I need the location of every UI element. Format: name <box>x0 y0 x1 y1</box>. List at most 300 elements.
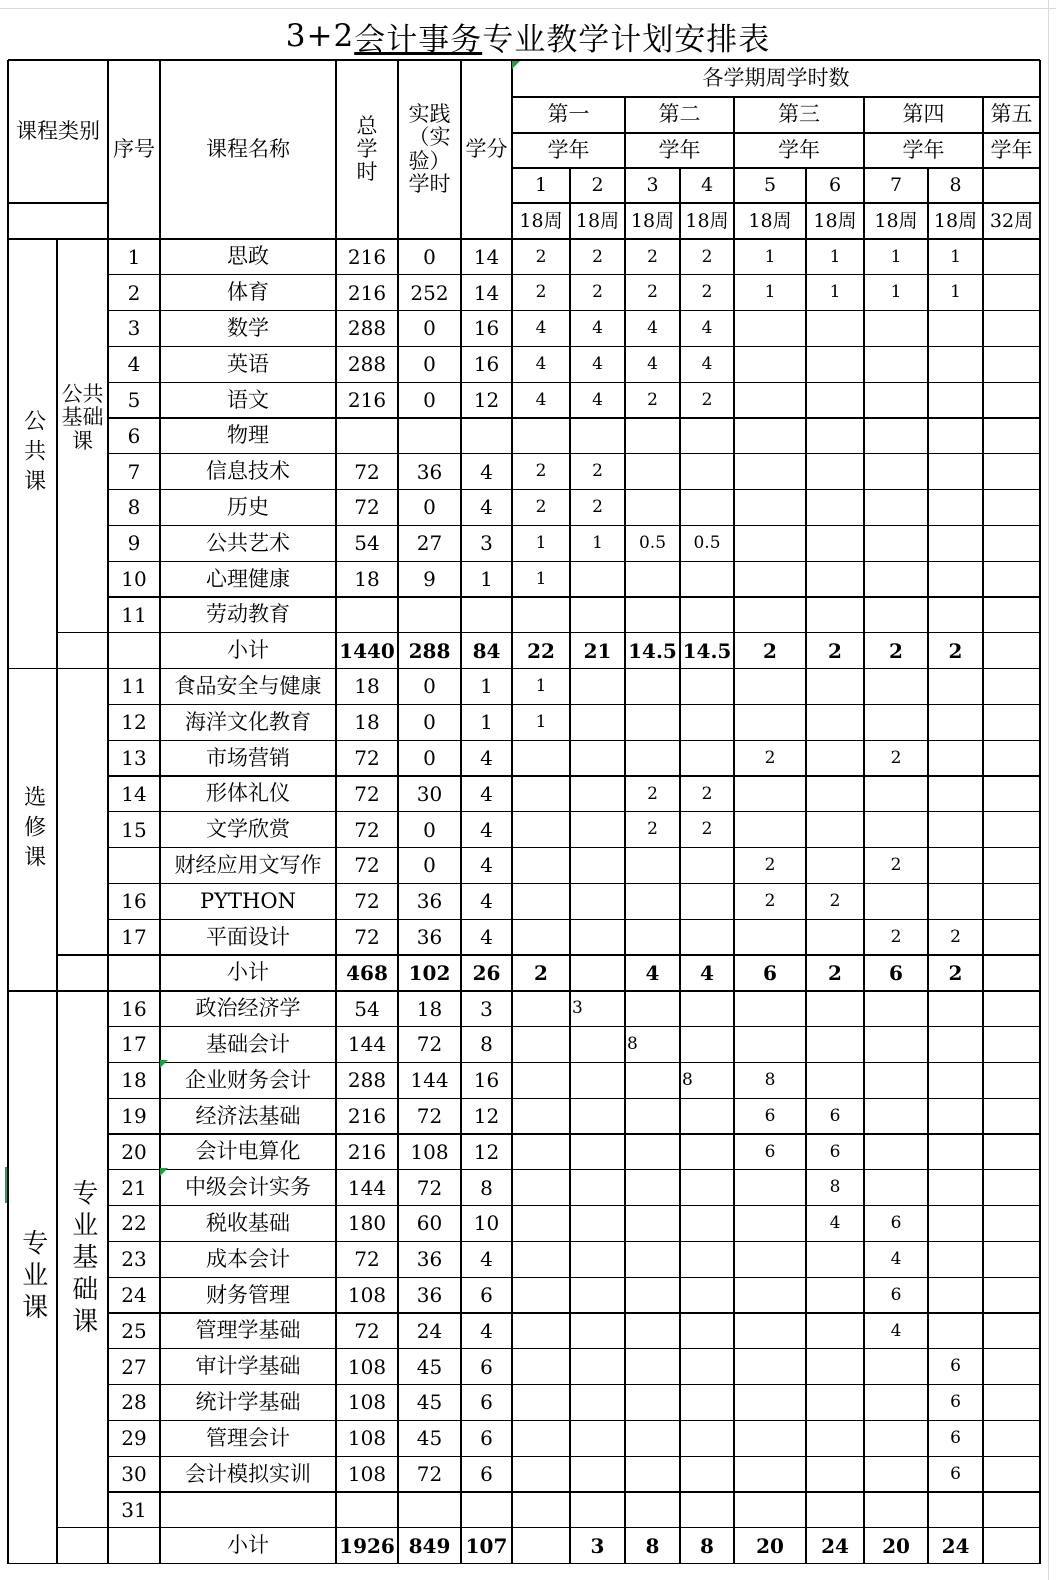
row-term-hours <box>864 490 928 526</box>
row-term-hours <box>625 883 680 919</box>
grid-line <box>108 1026 1040 1027</box>
row-course-name: 文学欣赏 <box>206 817 290 842</box>
row-term-hours <box>864 1492 928 1528</box>
row-credits <box>461 418 512 454</box>
grid-line <box>108 346 1040 347</box>
row-term-hours <box>570 776 625 812</box>
row-term-hours <box>680 704 734 740</box>
row-course-name: 英语 <box>227 351 269 376</box>
row-term-hours <box>983 883 1040 919</box>
row-credits: 4 <box>480 781 493 806</box>
row-term-hours <box>625 1098 680 1134</box>
row-term-hours <box>983 1528 1040 1564</box>
row-term-hours: 2 <box>890 747 902 768</box>
row-term-hours <box>512 776 570 812</box>
row-credits: 8 <box>480 1032 493 1057</box>
row-credits: 14 <box>473 280 500 305</box>
grid-line <box>108 1098 1040 1099</box>
row-practice-hours: 0 <box>423 352 436 377</box>
row-practice-hours: 72 <box>416 1032 443 1057</box>
row-term-hours <box>512 740 570 776</box>
row-term-hours <box>983 239 1040 275</box>
row-term-hours: 24 <box>821 1533 849 1558</box>
row-term-hours <box>734 382 806 418</box>
grid-line <box>108 1527 1040 1528</box>
row-term-hours <box>570 1456 625 1492</box>
comment-indicator-icon <box>512 61 520 69</box>
title-underlined: 会计事务 <box>354 21 483 58</box>
row-term-hours <box>928 1313 983 1349</box>
row-total-hours: 108 <box>347 1354 387 1379</box>
row-total-hours <box>336 1492 398 1528</box>
header-weekly: 各学期周学时数 <box>702 65 850 90</box>
row-course-name: 形体礼仪 <box>206 781 290 806</box>
term-number: 2 <box>591 174 604 197</box>
row-credits: 26 <box>472 960 501 985</box>
row-term-hours <box>806 1062 864 1098</box>
row-term-hours <box>512 1492 570 1528</box>
row-term-hours: 8 <box>682 1069 693 1090</box>
row-practice-hours: 288 <box>408 638 451 663</box>
comment-indicator-icon <box>160 1168 168 1176</box>
row-term-hours <box>983 275 1040 311</box>
row-term-hours: 2 <box>647 783 658 804</box>
row-total-hours: 144 <box>347 1032 387 1057</box>
row-term-hours: 3 <box>590 1533 605 1558</box>
row-credits: 3 <box>480 996 493 1021</box>
row-term-hours: 2 <box>592 497 603 518</box>
row-term-hours <box>680 1456 734 1492</box>
row-seq: 7 <box>127 459 141 484</box>
row-term-hours: 2 <box>890 926 902 947</box>
row-course-name: 市场营销 <box>206 745 290 770</box>
grid-line <box>569 168 570 1564</box>
grid-line <box>108 596 1040 597</box>
row-seq: 23 <box>121 1247 147 1272</box>
row-credits: 6 <box>480 1426 493 1451</box>
row-seq: 17 <box>121 1032 147 1057</box>
row-term-hours <box>928 1098 983 1134</box>
grid-line <box>679 168 680 1564</box>
row-term-hours <box>734 1170 806 1206</box>
row-term-hours <box>680 1098 734 1134</box>
row-term-hours: 1 <box>890 282 902 303</box>
row-term-hours <box>806 919 864 955</box>
comment-indicator-icon <box>160 1060 168 1068</box>
row-course-name: 中级会计实务 <box>185 1175 311 1200</box>
row-course-name: 劳动教育 <box>206 602 290 627</box>
row-term-hours <box>570 848 625 884</box>
row-term-hours <box>734 1420 806 1456</box>
grid-line <box>108 1277 1040 1278</box>
row-course-name: 平面设计 <box>206 924 290 949</box>
row-course-name: 物理 <box>227 423 269 448</box>
row-term-hours <box>734 418 806 454</box>
row-term-hours: 2 <box>535 497 547 518</box>
row-term-hours <box>806 1349 864 1385</box>
row-term-hours <box>734 1277 806 1313</box>
row-term-hours: 6 <box>763 960 777 985</box>
row-total-hours: 216 <box>347 244 387 269</box>
row-term-hours: 2 <box>647 246 658 267</box>
row-term-hours <box>734 346 806 382</box>
row-practice-hours: 45 <box>416 1354 443 1379</box>
row-term-hours <box>864 1027 928 1063</box>
row-term-hours <box>680 1206 734 1242</box>
row-term-hours <box>570 812 625 848</box>
row-credits: 12 <box>473 1104 500 1129</box>
row-term-hours <box>512 812 570 848</box>
row-credits: 6 <box>480 1354 493 1379</box>
row-practice-hours: 0 <box>423 674 436 699</box>
row-term-hours: 6 <box>950 1427 961 1448</box>
row-term-hours: 2 <box>890 855 902 876</box>
row-term-hours <box>570 1206 625 1242</box>
row-course-name: 海洋文化教育 <box>185 709 311 734</box>
row-practice-hours: 24 <box>416 1318 443 1343</box>
row-term-hours <box>512 1420 570 1456</box>
row-term-hours: 20 <box>756 1533 784 1558</box>
grid-line <box>8 668 1040 670</box>
row-practice-hours: 60 <box>416 1211 443 1236</box>
grid-line <box>8 1563 1040 1565</box>
row-credits: 4 <box>480 853 493 878</box>
row-total-hours: 144 <box>347 1175 387 1200</box>
row-term-hours <box>625 1277 680 1313</box>
row-term-hours <box>864 346 928 382</box>
row-term-hours <box>625 418 680 454</box>
row-term-hours <box>570 704 625 740</box>
row-term-hours <box>570 1349 625 1385</box>
row-term-hours <box>983 1420 1040 1456</box>
row-term-hours <box>983 776 1040 812</box>
row-total-hours: 54 <box>354 996 380 1021</box>
grid-line <box>108 1491 1040 1492</box>
row-credits: 16 <box>473 1068 500 1093</box>
row-term-hours <box>570 669 625 705</box>
row-term-hours <box>983 1349 1040 1385</box>
row-total-hours: 468 <box>346 960 388 985</box>
row-term-hours <box>864 991 928 1027</box>
row-practice-hours: 0 <box>423 710 436 735</box>
row-credits: 10 <box>473 1211 500 1236</box>
term-number: 5 <box>763 174 777 197</box>
row-course-name: 历史 <box>227 494 269 519</box>
grid-line <box>108 632 1040 633</box>
row-term-hours <box>864 1062 928 1098</box>
row-practice-hours: 30 <box>416 781 443 806</box>
row-credits: 12 <box>473 1139 500 1164</box>
row-term-hours <box>928 740 983 776</box>
row-term-hours: 21 <box>583 638 612 663</box>
row-term-hours <box>928 1492 983 1528</box>
row-term-hours <box>680 561 734 597</box>
row-term-hours: 2 <box>764 890 776 911</box>
row-term-hours: 2 <box>948 960 963 985</box>
row-term-hours <box>625 1134 680 1170</box>
row-term-hours <box>983 454 1040 490</box>
year-label-bottom: 学年 <box>547 137 590 162</box>
grid-line <box>108 1384 1040 1385</box>
row-course-name: 政治经济学 <box>195 996 301 1021</box>
row-term-hours <box>570 1098 625 1134</box>
row-total-hours: 108 <box>347 1390 387 1415</box>
row-term-hours <box>734 1241 806 1277</box>
term-weeks: 18周 <box>874 209 918 232</box>
row-total-hours: 216 <box>347 388 387 413</box>
sheet-gridline <box>1048 0 1049 1580</box>
row-term-hours <box>512 418 570 454</box>
row-seq: 13 <box>121 746 147 771</box>
row-course-name: 管理学基础 <box>195 1318 301 1343</box>
row-term-hours <box>983 740 1040 776</box>
row-term-hours <box>734 812 806 848</box>
row-term-hours <box>983 1098 1040 1134</box>
row-term-hours <box>983 991 1040 1027</box>
row-seq: 29 <box>121 1426 147 1451</box>
row-credits: 16 <box>473 352 500 377</box>
row-term-hours: 1 <box>535 676 547 697</box>
row-term-hours: 2 <box>764 855 776 876</box>
row-seq: 19 <box>121 1104 147 1129</box>
row-credits: 4 <box>480 817 493 842</box>
row-term-hours: 4 <box>829 1213 841 1234</box>
row-term-hours <box>928 991 983 1027</box>
grid-line <box>108 954 1040 955</box>
row-term-hours <box>734 1492 806 1528</box>
row-term-hours <box>864 525 928 561</box>
row-term-hours <box>864 382 928 418</box>
row-term-hours: 2 <box>764 747 776 768</box>
grid-line <box>8 990 1040 992</box>
row-term-hours: 4 <box>535 353 547 374</box>
grid-line <box>7 60 9 1564</box>
row-total-hours <box>336 597 398 633</box>
row-credits: 3 <box>480 531 493 556</box>
row-seq: 3 <box>127 316 141 341</box>
row-course-name <box>160 1492 336 1528</box>
header-total: 总学时 <box>356 113 378 185</box>
row-term-hours: 6 <box>890 1284 902 1305</box>
row-seq: 11 <box>121 602 147 627</box>
row-term-hours: 1 <box>829 282 841 303</box>
row-practice-hours <box>398 418 461 454</box>
row-term-hours <box>512 1385 570 1421</box>
year-label-top: 第四 <box>902 102 945 127</box>
row-practice-hours: 36 <box>416 889 443 914</box>
row-seq: 14 <box>121 781 147 806</box>
row-term-hours: 1 <box>829 246 841 267</box>
row-term-hours <box>806 1492 864 1528</box>
row-term-hours <box>570 1241 625 1277</box>
term-weeks: 18周 <box>933 209 978 232</box>
grid-line <box>108 811 1040 812</box>
row-term-hours <box>680 1313 734 1349</box>
row-term-hours <box>928 1062 983 1098</box>
row-term-hours <box>928 812 983 848</box>
row-term-hours: 1 <box>764 246 776 267</box>
row-term-hours <box>806 991 864 1027</box>
row-credits: 4 <box>480 495 493 520</box>
row-credits: 14 <box>473 244 500 269</box>
year-label-bottom: 学年 <box>902 137 945 162</box>
row-term-hours <box>864 561 928 597</box>
grid-line <box>108 1241 1040 1242</box>
row-practice-hours: 0 <box>423 244 436 269</box>
row-term-hours: 8 <box>645 1533 660 1558</box>
row-term-hours <box>734 1313 806 1349</box>
row-practice-hours: 36 <box>416 1247 443 1272</box>
row-credits: 6 <box>480 1283 493 1308</box>
row-total-hours: 216 <box>347 280 387 305</box>
row-term-hours <box>928 525 983 561</box>
row-term-hours: 2 <box>647 389 658 410</box>
row-total-hours: 72 <box>354 1318 380 1343</box>
row-seq: 12 <box>121 710 147 735</box>
row-seq: 21 <box>121 1175 147 1200</box>
row-term-hours <box>680 454 734 490</box>
row-term-hours: 4 <box>645 960 660 985</box>
row-term-hours: 2 <box>701 282 713 303</box>
row-term-hours <box>806 848 864 884</box>
row-term-hours <box>625 740 680 776</box>
row-term-hours <box>928 454 983 490</box>
grid-line <box>108 1062 1040 1063</box>
row-course-name: 数学 <box>227 315 269 340</box>
term-weeks: 18周 <box>630 209 675 232</box>
row-term-hours: 4 <box>647 318 658 339</box>
row-credits: 107 <box>465 1533 508 1558</box>
grid-line <box>927 168 928 1564</box>
row-term-hours <box>806 418 864 454</box>
row-term-hours <box>928 848 983 884</box>
row-practice-hours: 0 <box>423 388 436 413</box>
row-term-hours: 2 <box>948 638 963 663</box>
row-term-hours <box>928 311 983 347</box>
term-number: 3 <box>646 174 659 197</box>
row-term-hours <box>625 669 680 705</box>
row-term-hours <box>928 418 983 454</box>
row-practice-hours: 144 <box>410 1068 449 1093</box>
row-practice-hours: 36 <box>416 925 443 950</box>
row-term-hours <box>983 669 1040 705</box>
year-label-top: 第三 <box>778 102 820 127</box>
row-term-hours <box>625 848 680 884</box>
row-term-hours <box>983 382 1040 418</box>
row-term-hours <box>806 1027 864 1063</box>
row-course-name: 财务管理 <box>206 1282 290 1307</box>
row-term-hours <box>734 669 806 705</box>
row-total-hours: 108 <box>347 1462 387 1487</box>
title-suffix: 专业教学计划安排表 <box>482 21 771 58</box>
row-term-hours <box>570 561 625 597</box>
row-term-hours: 2 <box>889 638 903 663</box>
row-term-hours <box>928 490 983 526</box>
row-course-name: 会计模拟实训 <box>185 1461 311 1486</box>
row-term-hours <box>983 525 1040 561</box>
term-number <box>983 168 1040 203</box>
row-term-hours <box>864 1134 928 1170</box>
row-course-name: 信息技术 <box>206 459 290 484</box>
row-term-hours <box>625 454 680 490</box>
row-seq: 4 <box>127 352 141 377</box>
row-term-hours <box>734 991 806 1027</box>
row-term-hours <box>625 1492 680 1528</box>
grid-line <box>108 1420 1040 1421</box>
row-term-hours: 4 <box>700 960 714 985</box>
row-term-hours: 1 <box>535 532 547 553</box>
row-term-hours <box>864 776 928 812</box>
row-term-hours: 8 <box>829 1177 841 1198</box>
row-term-hours <box>570 883 625 919</box>
row-course-name: 管理会计 <box>206 1425 290 1450</box>
row-practice-hours: 9 <box>423 567 436 592</box>
row-term-hours <box>570 1170 625 1206</box>
row-term-hours: 4 <box>535 318 547 339</box>
row-term-hours: 6 <box>950 1356 961 1377</box>
row-term-hours: 20 <box>882 1533 910 1558</box>
row-term-hours: 2 <box>828 960 842 985</box>
row-credits: 4 <box>480 1247 493 1272</box>
grid-line <box>512 96 1040 97</box>
grid-line <box>512 132 1040 133</box>
row-term-hours: 0.5 <box>638 532 667 553</box>
header-category: 课程类别 <box>16 118 100 143</box>
row-course-name: 食品安全与健康 <box>174 673 322 698</box>
row-term-hours: 2 <box>701 246 713 267</box>
row-term-hours <box>512 1027 570 1063</box>
grid-line <box>108 704 1040 705</box>
row-total-hours: 216 <box>347 1139 387 1164</box>
row-practice-hours: 0 <box>423 853 436 878</box>
row-term-hours <box>983 1241 1040 1277</box>
row-total-hours: 180 <box>347 1211 387 1236</box>
row-term-hours <box>864 883 928 919</box>
row-practice-hours: 72 <box>416 1175 443 1200</box>
row-term-hours <box>806 1456 864 1492</box>
row-term-hours <box>983 490 1040 526</box>
row-term-hours <box>806 1313 864 1349</box>
row-total-hours: 288 <box>347 352 387 377</box>
row-term-hours <box>864 597 928 633</box>
row-term-hours <box>806 454 864 490</box>
row-term-hours: 2 <box>701 819 713 840</box>
row-term-hours: 1 <box>890 246 902 267</box>
row-term-hours <box>983 704 1040 740</box>
row-seq: 18 <box>121 1068 147 1093</box>
grid-line <box>57 954 108 955</box>
row-term-hours: 8 <box>764 1069 776 1090</box>
row-term-hours: 14.5 <box>628 638 677 663</box>
row-term-hours <box>680 1492 734 1528</box>
grid-line <box>624 97 625 1564</box>
term-weeks: 18周 <box>519 209 563 232</box>
term-weeks: 18周 <box>748 209 792 232</box>
header-name: 课程名称 <box>206 136 290 161</box>
row-seq: 16 <box>121 996 147 1021</box>
row-term-hours <box>928 669 983 705</box>
row-term-hours <box>734 1027 806 1063</box>
row-term-hours <box>512 1456 570 1492</box>
row-term-hours: 2 <box>592 282 603 303</box>
row-term-hours: 1 <box>592 532 603 553</box>
row-practice-hours <box>398 597 461 633</box>
grid-line <box>108 919 1040 920</box>
grid-line <box>56 239 57 1564</box>
sheet-gridline <box>0 8 1056 9</box>
row-term-hours <box>625 1349 680 1385</box>
row-term-hours: 4 <box>592 389 603 410</box>
